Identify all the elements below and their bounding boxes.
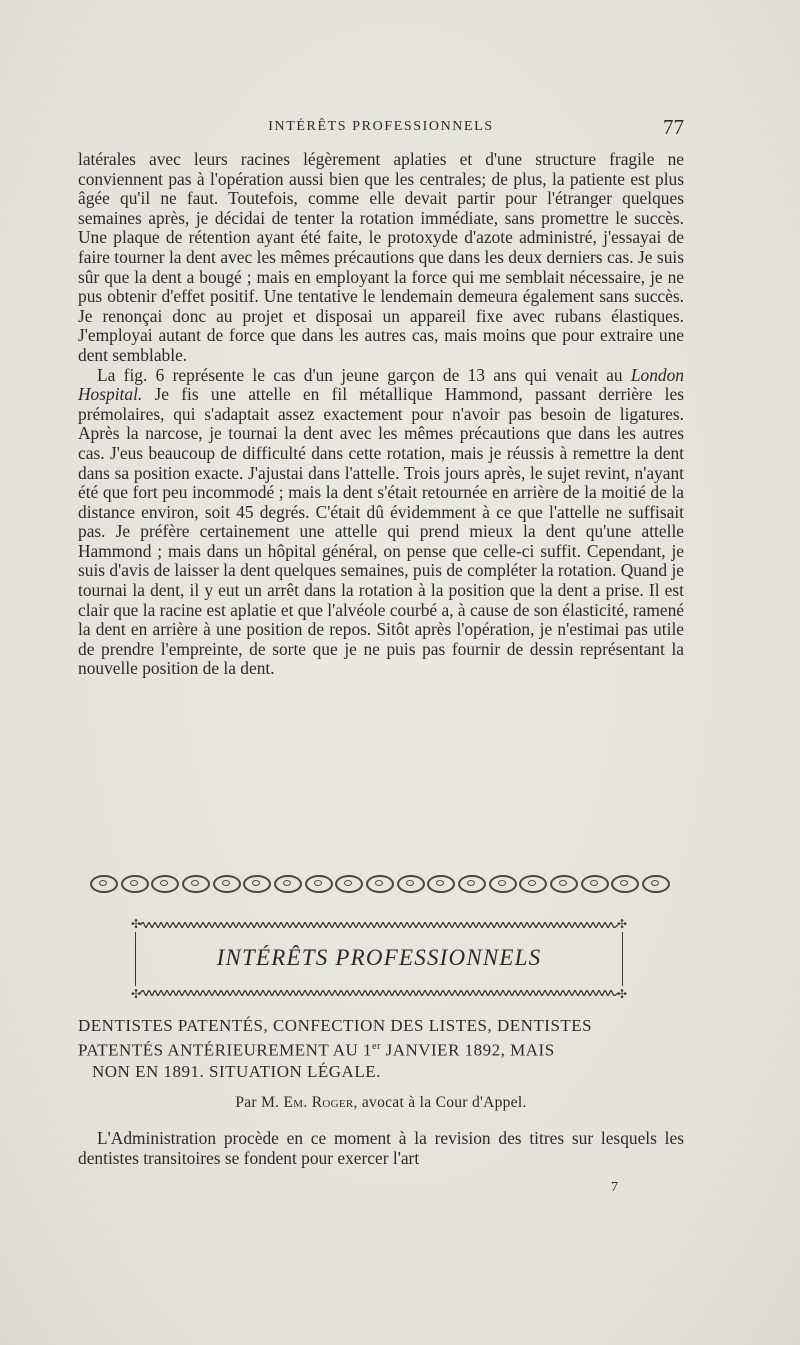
ornament-knot	[182, 875, 210, 893]
article-heading	[78, 1015, 684, 1082]
running-title: INTÉRÊTS PROFESSIONNELS	[268, 119, 494, 134]
ornament-knot	[427, 875, 455, 893]
byline-author: Em. Roger	[283, 1094, 354, 1111]
ornamental-divider	[90, 873, 670, 895]
paragraph-1: latérales avec leurs racines légèrement aplaties et d'une structure fragile ne conviennent pas à l'opération aussi bien que les centrales; de plus, la patiente est plus âgée qu'il ne faut. Toutefois, comme elle devait partir pour l'étranger quelques semaines après, je décidai de tenter la rotation immédiate, sans promettre le succès. Une plaque de rétention ayant été faite, le protoxyde d'azote administré, j'essayai de faire tourner la dent avec les mêmes précautions que dans les deux derniers cas. Je suis sûr que la dent a bougé ; mais en employant la force qui me semblait nécessaire, je ne pus obtenir d'effet positif. Une tentative le lendemain demeura également sans succès. Je renonçai donc au projet et disposai un appareil fixe avec rubans élastiques. J'employai autant de force que dans les autres cas, mais moins que pour extraire une dent semblable.	[78, 149, 684, 365]
ornament-knot	[243, 875, 271, 893]
section-title: INTÉRÊTS PROFESSIONNELS	[216, 945, 542, 970]
page-number: 77	[663, 115, 684, 139]
running-head	[78, 115, 684, 141]
ornament-knot	[642, 875, 670, 893]
heading-line-2-b: JANVIER 1892, MAIS	[380, 1040, 555, 1060]
ornament-knot	[366, 875, 394, 893]
signature-mark: 7	[611, 1180, 618, 1195]
corner-ornament-icon: ✣	[130, 987, 142, 1001]
section-title-frame	[130, 918, 628, 1000]
ornament-knot	[213, 875, 241, 893]
article-body: L'Administration procède en ce moment à la revision des titres sur lesquels les dentistes transitoires se fondent pour exercer l'art	[78, 1128, 684, 1168]
heading-line-2	[78, 1036, 684, 1061]
paragraph-2-start: La fig. 6 représente le cas d'un jeune garçon de 13 ans qui venait au	[97, 364, 631, 385]
ornament-knot	[151, 875, 179, 893]
heading-line-2-a: PATENTÉS ANTÉRIEUREMENT AU 1	[78, 1040, 373, 1060]
paragraph-2-rest: Je fis une attelle en fil métallique Hammond, passant derrière les prémolaires, qui s'adaptait assez exactement pour n'avoir pas besoin de ligatures. Après la narcose, je tournai la dent avec les mêmes précautions que dans les autres cas. J'eus beaucoup de difficulté dans cette rotation, mais je réussis à remettre la dent dans sa position exacte. J'ajustai dans l'attelle. Trois jours après, le sujet revint, n'ayant été que fort peu incommodé ; mais la dent s'était retournée en arrière de la moitié de la distance environ, soit 45 degrés. C'était dû évidemment à ce que l'attelle ne suffisait pas. Je préfère certainement une attelle qui prend mieux la dent qu'une attelle Hammond ; mais dans un hôpital général, on pense que celle-ci suffit. Cependant, je suis d'avis de laisser la dent quelques semaines, puis de compléter la rotation. Quand je tournai la dent, il y eut un arrêt dans la rotation à la position que la dent a prise. Il est clair que la racine est aplatie et que l'alvéole courbé a, à cause de son élasticité, ramené la dent en arrière à une position de repos. Sitôt après l'opération, je n'estimai pas utile de prendre l'empreinte, de sorte que je ne puis pas fournir de dessin représentant la nouvelle position de la dent.	[78, 384, 684, 679]
heading-line-1: DENTISTES PATENTÉS, CONFECTION DES LISTES, DENTISTES	[78, 1016, 593, 1035]
corner-ornament-icon: ✣	[130, 917, 142, 931]
ornament-knot	[90, 875, 118, 893]
heading-line-3: NON EN 1891. SITUATION LÉGALE.	[92, 1061, 381, 1081]
corner-ornament-icon: ✣	[616, 917, 628, 931]
byline	[78, 1094, 684, 1112]
corner-ornament-icon: ✣	[616, 987, 628, 1001]
byline-suffix: , avocat à la Cour d'Appel.	[353, 1094, 527, 1111]
ornament-knot	[335, 875, 363, 893]
ornament-knot	[458, 875, 486, 893]
hospital-name: London Hospital.	[78, 364, 684, 405]
ornament-knot	[397, 875, 425, 893]
ornament-knot	[274, 875, 302, 893]
ornament-knot	[611, 875, 639, 893]
ornament-knot	[581, 875, 609, 893]
ornament-knot	[519, 875, 547, 893]
heading-superscript: er	[372, 1041, 381, 1052]
ornament-knot	[121, 875, 149, 893]
wavy-rule-bottom	[140, 990, 618, 996]
body-text	[78, 150, 684, 679]
ornament-knot	[489, 875, 517, 893]
wavy-rule-top	[140, 922, 618, 928]
byline-prefix: Par M.	[235, 1094, 284, 1111]
ornament-knot	[305, 875, 333, 893]
ornament-knot	[550, 875, 578, 893]
paragraph-2	[78, 366, 684, 680]
